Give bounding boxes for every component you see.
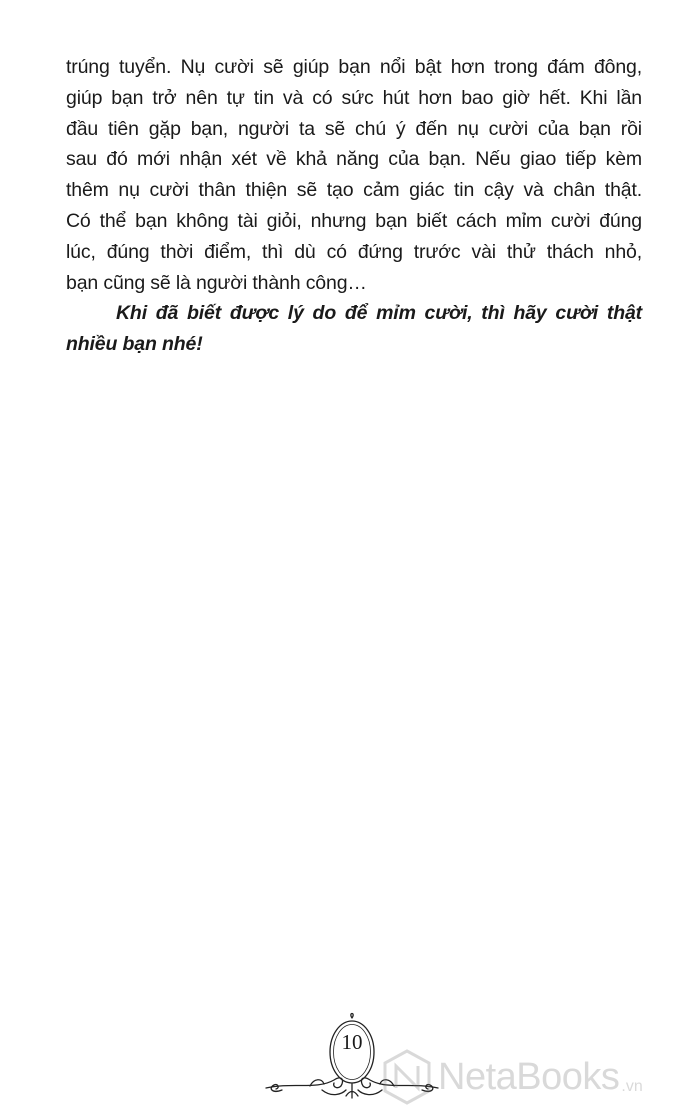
emphasis-line: Khi đã biết được lý do để mỉm cười, thì hãy cười thật bbox=[116, 302, 642, 325]
watermark-suffix: .vn bbox=[621, 1078, 643, 1095]
watermark bbox=[382, 1044, 643, 1110]
page-number: 10 bbox=[341, 1030, 363, 1054]
body-line: sau đó mới nhận xét về khả năng của bạn. Nếu giao tiếp kèm bbox=[66, 148, 642, 171]
body-line: bạn cũng sẽ là người thành công… bbox=[66, 271, 367, 294]
body-line: lúc, đúng thời điểm, thì dù có đứng trước vài thử thách nhỏ, bbox=[66, 240, 642, 263]
emphasis-line: nhiều bạn nhé! bbox=[66, 333, 203, 356]
body-line: thêm nụ cười thân thiện sẽ tạo cảm giác tin cậy và chân thật. bbox=[66, 179, 642, 202]
page-body bbox=[66, 52, 642, 360]
netabooks-logo-icon bbox=[382, 1048, 432, 1106]
watermark-text: NetaBooks bbox=[438, 1055, 620, 1098]
body-line: Có thể bạn không tài giỏi, nhưng bạn biết cách mỉm cười đúng bbox=[66, 209, 642, 232]
body-line: giúp bạn trở nên tự tin và có sức hút hơn bao giờ hết. Khi lần bbox=[66, 86, 642, 109]
body-line: đầu tiên gặp bạn, người ta sẽ chú ý đến nụ cười của bạn rồi bbox=[66, 117, 642, 140]
body-line: trúng tuyển. Nụ cười sẽ giúp bạn nổi bật hơn trong đám đông, bbox=[66, 56, 642, 78]
